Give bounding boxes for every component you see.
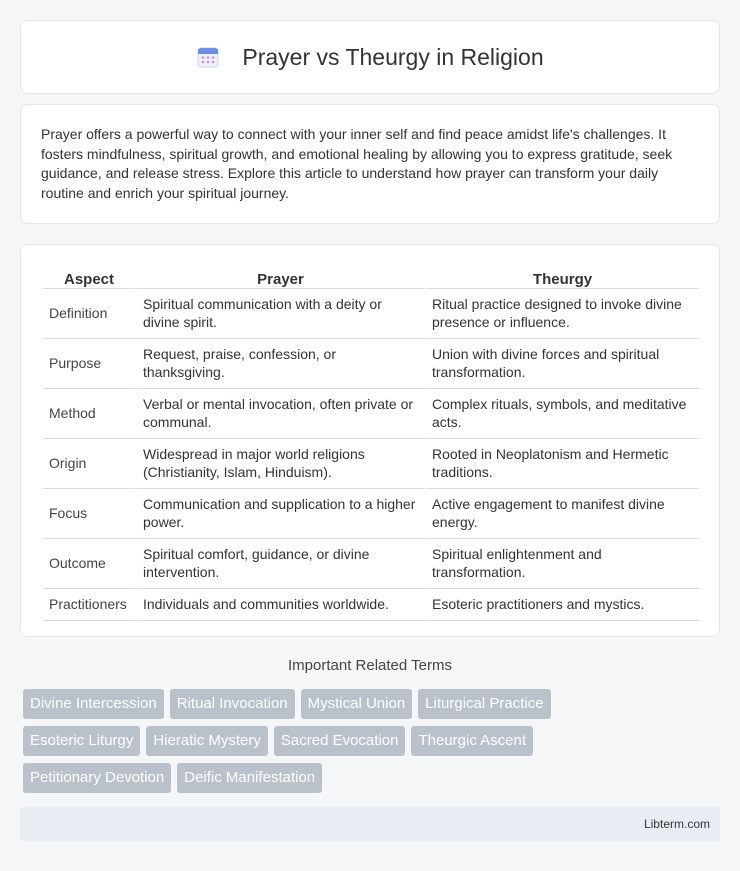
aspect-cell: Origin [43,439,135,489]
table-row [43,489,699,539]
prayer-cell: Verbal or mental invocation, often private or communal. [135,389,424,439]
related-term-tag[interactable]: Ritual Invocation [170,689,295,719]
header-card [20,20,720,94]
table-row [43,289,699,339]
related-term-tag[interactable]: Petitionary Devotion [23,763,171,793]
related-term-tag[interactable]: Theurgic Ascent [411,726,533,756]
theurgy-cell: Esoteric practitioners and mystics. [424,589,699,621]
table-row [43,439,699,489]
aspect-cell: Focus [43,489,135,539]
intro-text: Prayer offers a powerful way to connect with your inner self and find peace amidst life's challenges. It fosters mindfulness, spiritual growth, and emotional healing by allowing you to express gratitude, seek guidance, and release stress. Explore this article to understand how prayer can transform your daily routine and enrich your spiritual journey. [41,126,673,201]
table-row [43,539,699,589]
prayer-cell: Spiritual comfort, guidance, or divine intervention. [135,539,424,589]
prayer-cell: Widespread in major world religions (Christianity, Islam, Hinduism). [135,439,424,489]
aspect-cell: Purpose [43,339,135,389]
related-term-tag[interactable]: Esoteric Liturgy [23,726,140,756]
related-term-tag[interactable]: Divine Intercession [23,689,164,719]
prayer-cell: Spiritual communication with a deity or divine spirit. [135,289,424,339]
column-header-theurgy: Theurgy [424,265,699,289]
related-term-tag[interactable]: Deific Manifestation [177,763,322,793]
column-header-prayer: Prayer [135,265,424,289]
page-title: Prayer vs Theurgy in Religion [242,43,544,70]
theurgy-cell: Union with divine forces and spiritual transformation. [424,339,699,389]
related-term-tag[interactable]: Hieratic Mystery [146,726,268,756]
column-header-aspect: Aspect [43,265,135,289]
related-term-tag[interactable]: Mystical Union [301,689,413,719]
intro-card [20,104,720,224]
theurgy-cell: Rooted in Neoplatonism and Hermetic traditions. [424,439,699,489]
table-row [43,389,699,439]
theurgy-cell: Ritual practice designed to invoke divine presence or influence. [424,289,699,339]
aspect-cell: Definition [43,289,135,339]
theurgy-cell: Spiritual enlightenment and transformation. [424,539,699,589]
theurgy-cell: Active engagement to manifest divine energy. [424,489,699,539]
aspect-cell: Practitioners [43,589,135,621]
table-header-row [43,265,699,289]
comparison-table [43,265,699,621]
aspect-cell: Outcome [43,539,135,589]
prayer-cell: Individuals and communities worldwide. [135,589,424,621]
footer-site-link[interactable]: Libterm.com [643,817,710,831]
calendar-icon [196,45,220,69]
comparison-table-card [20,244,720,637]
theurgy-cell: Complex rituals, symbols, and meditative acts. [424,389,699,439]
related-term-tag[interactable]: Sacred Evocation [274,726,406,756]
prayer-cell: Request, praise, confession, or thanksgiving. [135,339,424,389]
table-row [43,339,699,389]
aspect-cell: Method [43,389,135,439]
related-terms-list [23,689,723,800]
table-row [43,589,699,621]
footer [20,807,720,841]
related-term-tag[interactable]: Liturgical Practice [418,689,550,719]
prayer-cell: Communication and supplication to a higher power. [135,489,424,539]
related-terms-title: Important Related Terms [288,657,452,674]
